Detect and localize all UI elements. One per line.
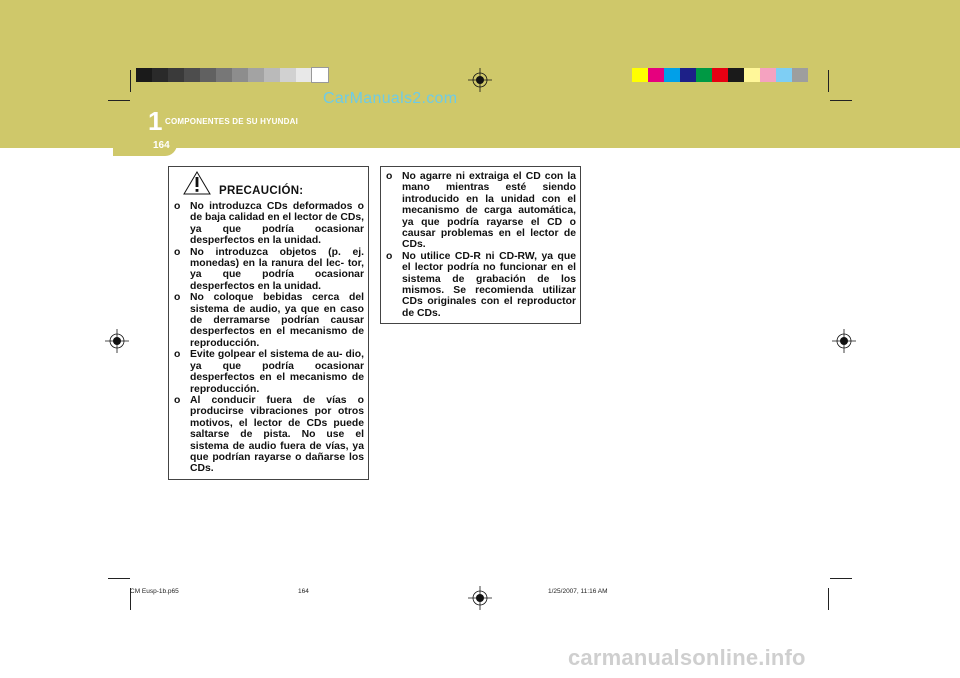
watermark-bottom[interactable]: carmanualsonline.info <box>568 645 806 670</box>
registration-mark-icon <box>832 329 856 353</box>
color-swatch <box>664 68 680 82</box>
color-swatch <box>744 68 760 82</box>
color-swatch <box>232 68 248 82</box>
list-item: o Evite golpear el sistema de au- dio, ya que podría ocasionar desperfectos en el mecanismo de reproducción. <box>174 349 364 395</box>
color-swatch <box>248 68 264 82</box>
registration-mark-icon <box>468 586 492 610</box>
color-swatch <box>696 68 712 82</box>
list-item: o Al conducir fuera de vías o producirse vibraciones por otros motivos, el lector de CDs puede saltarse de pista. No use el sistema de audio fuera de vías, ya que podrían rayarse o dañarse los CDs. <box>174 395 364 475</box>
color-swatch <box>184 68 200 82</box>
color-swatch <box>136 68 152 82</box>
watermark-top[interactable]: CarManuals2.com <box>323 90 458 107</box>
color-swatch <box>792 68 808 82</box>
registration-mark-icon <box>105 329 129 353</box>
color-swatch <box>312 68 328 82</box>
chapter-number: 1 <box>148 106 163 136</box>
warning-triangle-icon <box>183 171 211 195</box>
color-swatch <box>632 68 648 82</box>
color-swatch <box>264 68 280 82</box>
page-number: 164 <box>153 140 170 151</box>
color-swatch <box>648 68 664 82</box>
caution-heading: PRECAUCIÓN: <box>219 185 304 197</box>
caution-list <box>174 201 364 475</box>
color-swatch <box>168 68 184 82</box>
info-list <box>386 171 576 319</box>
list-item: o No introduzca CDs deformados o de baja calidad en el lector de CDs, ya que podría ocasionar desperfectos en la unidad. <box>174 201 364 247</box>
registration-mark-icon <box>468 68 492 92</box>
color-swatch <box>776 68 792 82</box>
list-item: o No coloque bebidas cerca del sistema de audio, ya que en caso de derramarse podrían causar desperfectos en el mecanismo de reproducción. <box>174 292 364 349</box>
caution-box <box>168 166 369 480</box>
color-swatch <box>760 68 776 82</box>
footer-date: 1/25/2007, 11:16 AM <box>548 588 608 595</box>
color-swatch <box>200 68 216 82</box>
list-item: o No agarre ni extraiga el CD con la mano mientras esté siendo introducido en la unidad con el mecanismo de carga automática, ya que podría rayarse el CD o causar problemas en el lector de CDs. <box>386 171 576 251</box>
chapter-title: COMPONENTES DE SU HYUNDAI <box>165 117 299 126</box>
color-swatch <box>280 68 296 82</box>
color-swatch <box>728 68 744 82</box>
info-box <box>380 166 581 324</box>
footer-filename: CM Eusp-1b.p65 <box>130 588 179 595</box>
list-item: o No utilice CD-R ni CD-RW, ya que el lector podría no funcionar en el sistema de grabación de los mismos. Se recomienda utilizar CDs originales con el reproductor de CDs. <box>386 251 576 319</box>
list-item: o No introduzca objetos (p. ej. monedas) en la ranura del lec- tor, ya que podría ocasionar desperfectos en la unidad. <box>174 247 364 293</box>
color-swatch <box>296 68 312 82</box>
color-swatch <box>680 68 696 82</box>
footer-page: 164 <box>298 588 309 595</box>
color-swatch <box>712 68 728 82</box>
color-swatch <box>152 68 168 82</box>
color-swatch <box>216 68 232 82</box>
